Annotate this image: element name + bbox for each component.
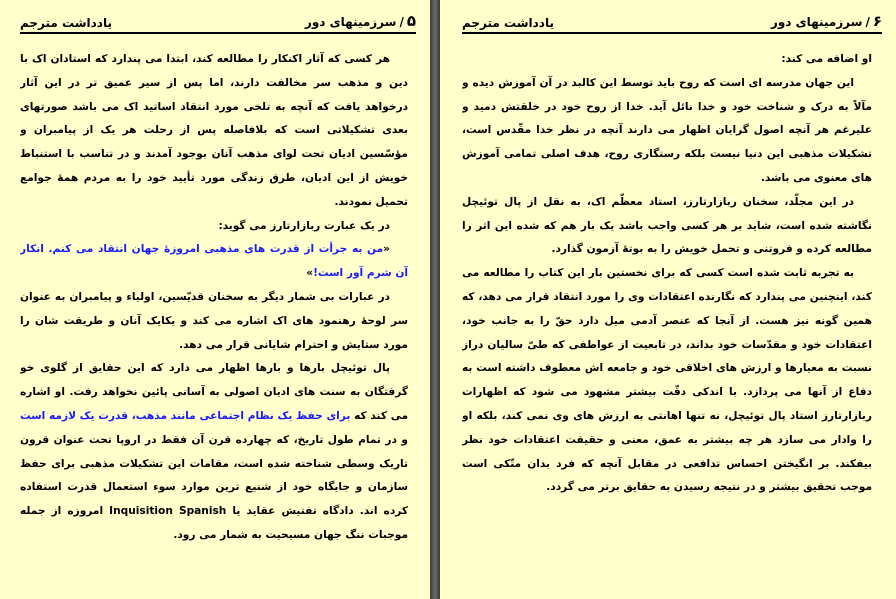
right-page [440, 0, 896, 599]
right-paragraph-1: او اضافه می کند: [781, 53, 872, 65]
left-page-header [20, 6, 416, 34]
quote-text: من به جرأت از قدرت های مذهبی امروزهٔ جهان انتقاد می کنم. انکار آن شرم آور است! [20, 243, 408, 280]
left-paragraph-4-part-1: پال توئیچل بارها و بارها اظهار می دارد که این حقایق از گلوی خو گرفتگان به سنت های ادیان اصولی به آسانی پائین نخواهد رفت. او اشاره می کند که [20, 362, 408, 422]
left-quote [20, 238, 408, 286]
left-book-title: سرزمینهای دور [304, 15, 397, 29]
left-paragraph-1: هر کسی که آثار اکنکار را مطالعه کند، ابتدا می پندارد که استادان اک با دین و مذهب سر مخالفت دارند، اما پس از سیر عمیق تر در این آثار درخواهد یافت که آنچه به تلخی مورد انتقاد اساتید اک می باشد صورتهای بعدی تشکیلاتی است که بلافاصله پس از رحلت هر یک از پیامبران و مؤسّسین ادیان تحت لوای مذهب آنان بوجود آمدند و در تناسب با استنباط خویش از این ادیان، طرق زندگی مورد تأیید خود را به مردم همهٔ جوامع تحمیل نمودند. [20, 53, 408, 208]
right-paragraph-4: به تجربه ثابت شده است کسی که برای نخستین بار این کتاب را مطالعه می کند، اینچنین می پندارد که نگارنده اعتقادات وی را مورد انتقاد قرار می دهد، که همین گونه نیز هست. از آنجا که عنصر آدمی میل دارد حقّ را به جانب خود، اعتقادات خود و مقدّسات خود بداند، در تابعیت از عواطفی که طیّ سالیان دراز نسبت به معیارها و ارزش های اخلاقی خود و جامعه اش معطوف داشته است به دفاع از آنها می پردازد. با اندکی دقّت بیشتر مشهود می شود که اظهارات ربازارتارز استاد پال توئیچل، نه تنها اهانتی به ارزش های وی نمی کند، بلکه او را وادار می سازد هر چه بیشتر به عمق، معنی و حقیقت اعتقادات خود نظر بیفکند. بر انگیختن احساس تدافعی در مقابل آنچه که فرد بدان متّکی است موجب تحقیق بیشتر و در نتیجه رسیدن به حقایق برتر می گردد. [462, 267, 872, 494]
right-section-title: یادداشت مترجم [462, 16, 554, 30]
quote-open-mark: « [383, 243, 390, 256]
right-page-header [462, 6, 882, 34]
book-spine [430, 0, 440, 599]
quote-close-mark: » [306, 267, 314, 280]
left-paragraph-3: در عبارات بی شمار دیگر به سخنان قدیّسین، اولیاء و پیامبران به عنوان سر لوحهٔ رهنمود های اک اشاره می کند و یکایک آنان و طریقت شان را مورد ستایش و احترام شایانی قرار می دهد. [20, 290, 408, 351]
left-header-title-group [305, 12, 416, 30]
right-book-title: سرزمینهای دور [770, 15, 863, 29]
right-paragraph-3: در این مجلّد، سخنان ربازارتارز، استاد معظّم اک، به نقل از پال توئیچل نگاشته شده است، شاید بر هر کسی واجب باشد یک بار هم که شده این اثر را مطالعه کرده و فروتنی و تحمل خویش را به بوتهٔ آزمون گذارد. [462, 195, 872, 256]
left-paragraph-2: در یک عبارت ربازارتارز می گوید: [218, 219, 390, 232]
left-paragraph-4-part-2: و در تمام طول تاریخ، که چهارده قرن آن فقط در اروپا تحت عنوان قرون تاریک وسطی شناخته شده است، مقامات این تشکیلات مذهبی برای حفظ سازمان و جایگاه خود از شنیع ترین موارد سوء استعمال قدرت استفاده کرده اند. دادگاه تفتیش عقاید یا Inquisition Spanish امروزه از جمله موجبات ننگ جهان مسیحیت به شمار می رود. [20, 433, 408, 541]
left-page-number: ۵ [406, 12, 416, 30]
right-page-body [462, 48, 872, 595]
left-paragraph-4-emphasis: برای حفظ یک نظام اجتماعی مانند مذهب، قدرت یک لازمه است [20, 409, 351, 422]
left-section-title: یادداشت مترجم [20, 16, 112, 30]
left-paragraph-4 [20, 357, 408, 547]
header-separator: / [399, 15, 404, 29]
right-header-title-group [771, 12, 882, 30]
header-separator: / [865, 15, 870, 29]
right-page-number: ۶ [872, 12, 882, 30]
left-page [0, 0, 430, 599]
right-paragraph-2: این جهان مدرسه ای است که روح باید توسط این کالبد در آن آموزش دیده و مآلاً به درک و شناخت خود و خدا نائل آید. خدا از روح خود در خلقتش دمید و علیرغم هر آنچه اصول گرایان اظهار می دارند آنچه در نظر خدا مقّدس است، تشکیلات مذهبی این دنیا نیست بلکه رستگاری روح، هدف اصلی تمامی آموزش های معنوی می باشد. [462, 76, 872, 184]
left-page-body [20, 48, 408, 595]
